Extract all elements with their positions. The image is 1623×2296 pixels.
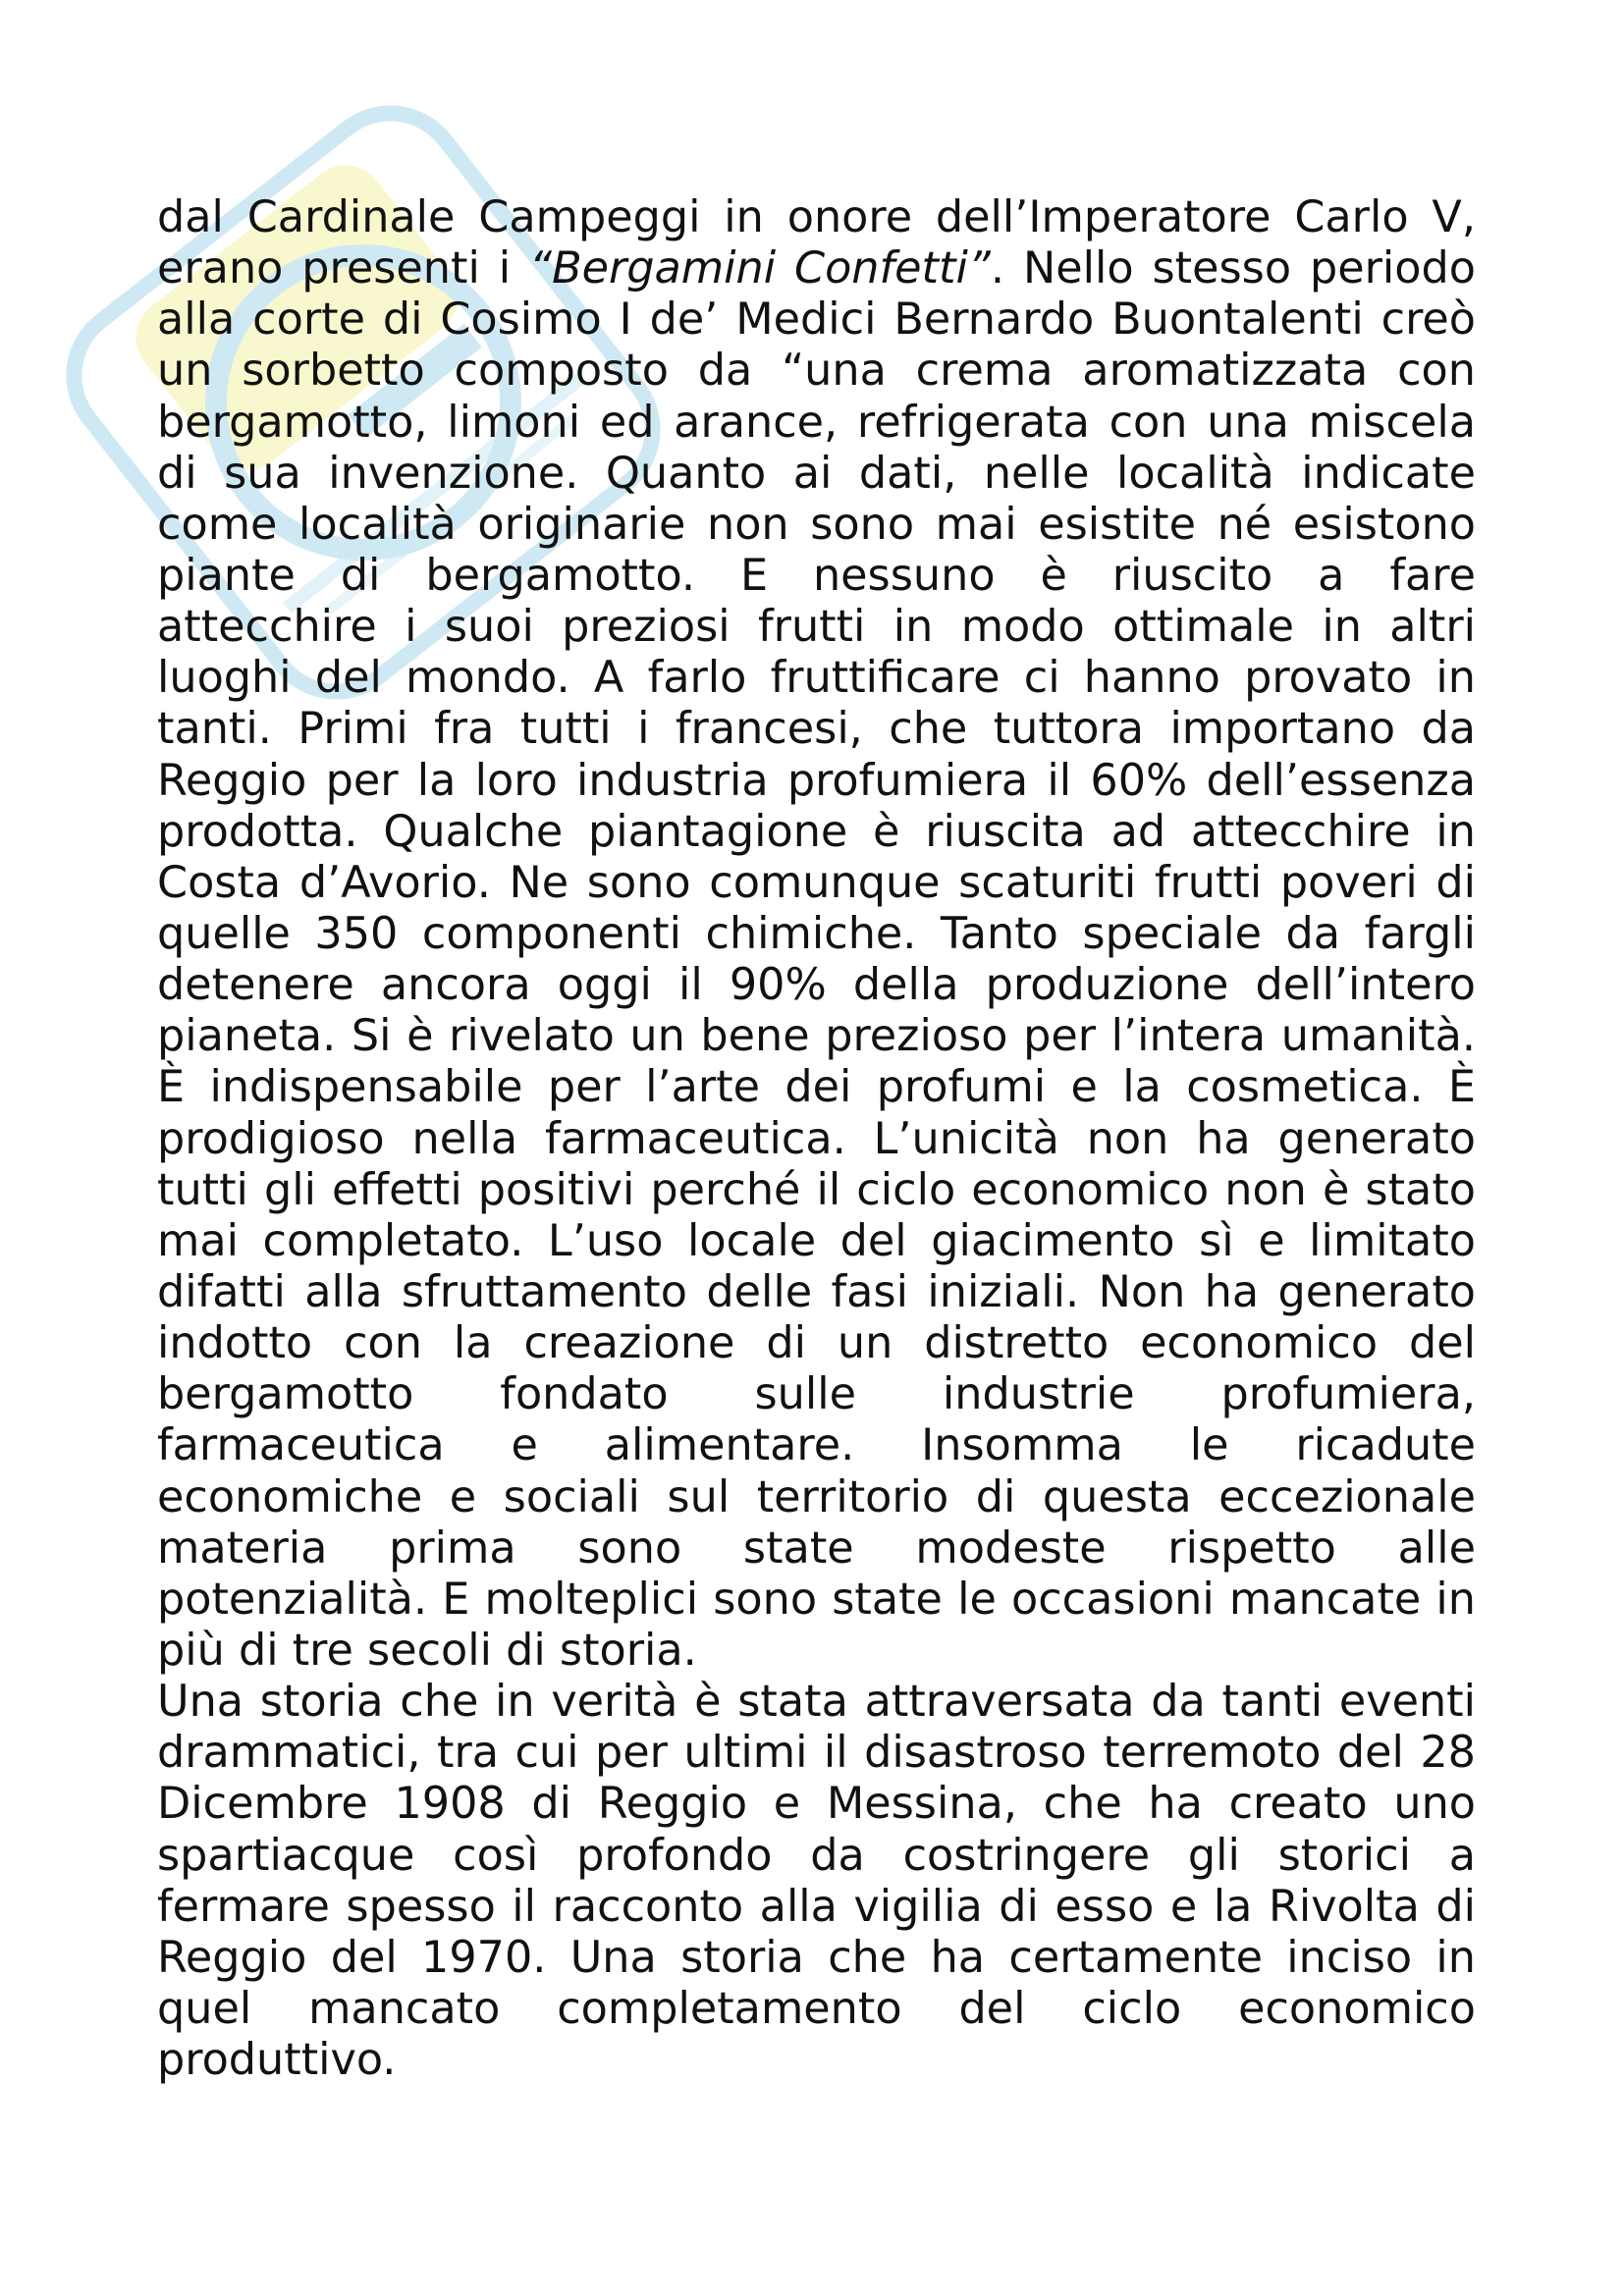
text-line: tanti. Primi fra tutti i francesi, che tuttora importano da — [157, 704, 1476, 755]
text-line: Una storia che in verità è stata attraversata da tanti eventi — [157, 1677, 1476, 1728]
text-line: mai completato. L’uso locale del giacimento sì e limitato — [157, 1215, 1476, 1266]
text-line: più di tre secoli di storia. — [157, 1625, 697, 1676]
text-line: Reggio del 1970. Una storia che ha certamente inciso in — [157, 1932, 1476, 1983]
text-line: bergamotto, limoni ed arance, refrigerata con una miscela — [157, 397, 1476, 448]
text-line: difatti alla sfruttamento delle fasi iniziali. Non ha generato — [157, 1266, 1476, 1317]
text-line: economiche e sociali sul territorio di questa eccezionale — [157, 1471, 1476, 1522]
text-line: pianeta. Si è rivelato un bene prezioso per l’intera umanità. — [157, 1011, 1476, 1062]
text-line: prodigioso nella farmaceutica. L’unicità non ha generato — [157, 1113, 1476, 1164]
text-line: produttivo. — [157, 2035, 397, 2086]
text-line: bergamotto fondato sulle industrie profumiera, — [157, 1369, 1476, 1420]
text-line: fermare spesso il racconto alla vigilia di esso e la Rivolta di — [157, 1881, 1476, 1932]
text-line: alla corte di Cosimo I de’ Medici Bernardo Buontalenti creò — [157, 294, 1476, 346]
text-line: farmaceutica e alimentare. Insomma le ricadute — [157, 1420, 1476, 1471]
text-line: spartiacque così profondo da costringere gli storici a — [157, 1830, 1476, 1881]
text-line: Reggio per la loro industria profumiera il 60% dell’essenza — [157, 755, 1476, 806]
text-line: È indispensabile per l’arte dei profumi e la cosmetica. È — [157, 1062, 1476, 1113]
text-line: luoghi del mondo. A farlo fruttificare ci hanno provato in — [157, 653, 1476, 704]
text-line: Costa d’Avorio. Ne sono comunque scaturiti frutti poveri di — [157, 857, 1476, 908]
text-line: indotto con la creazione di un distretto economico del — [157, 1318, 1476, 1369]
text-line: potenzialità. E molteplici sono state le occasioni mancate in — [157, 1574, 1476, 1625]
italic-title: “Bergamini Confetti” — [529, 243, 991, 294]
document-body — [157, 192, 1476, 2086]
text-line: drammatici, tra cui per ultimi il disastroso terremoto del 28 — [157, 1728, 1476, 1779]
text-line: dal Cardinale Campeggi in onore dell’Imperatore Carlo V, — [157, 192, 1476, 242]
text-line: attecchire i suoi preziosi frutti in modo ottimale in altri — [157, 602, 1476, 653]
text-line — [157, 243, 1476, 294]
paragraph — [157, 192, 1476, 1677]
text-line: di sua invenzione. Quanto ai dati, nelle località indicate — [157, 448, 1476, 499]
text-line: quelle 350 componenti chimiche. Tanto speciale da fargli — [157, 908, 1476, 959]
text-segment: erano presenti i — [157, 243, 530, 294]
text-line: Dicembre 1908 di Reggio e Messina, che ha creato uno — [157, 1779, 1476, 1830]
text-line: come località originarie non sono mai esistite né esistono — [157, 499, 1476, 550]
text-line: materia prima sono state modeste rispetto alle — [157, 1522, 1476, 1574]
text-line: detenere ancora oggi il 90% della produzione dell’intero — [157, 960, 1476, 1011]
text-segment: . Nello stesso periodo — [990, 243, 1476, 294]
text-line: tutti gli effetti positivi perché il ciclo economico non è stato — [157, 1164, 1476, 1215]
text-line: un sorbetto composto da “una crema aromatizzata con — [157, 346, 1476, 397]
text-line: piante di bergamotto. E nessuno è riuscito a fare — [157, 550, 1476, 601]
paragraph — [157, 1677, 1476, 2086]
text-line: quel mancato completamento del ciclo economico — [157, 1983, 1476, 2034]
text-line: prodotta. Qualche piantagione è riuscita ad attecchire in — [157, 806, 1476, 857]
